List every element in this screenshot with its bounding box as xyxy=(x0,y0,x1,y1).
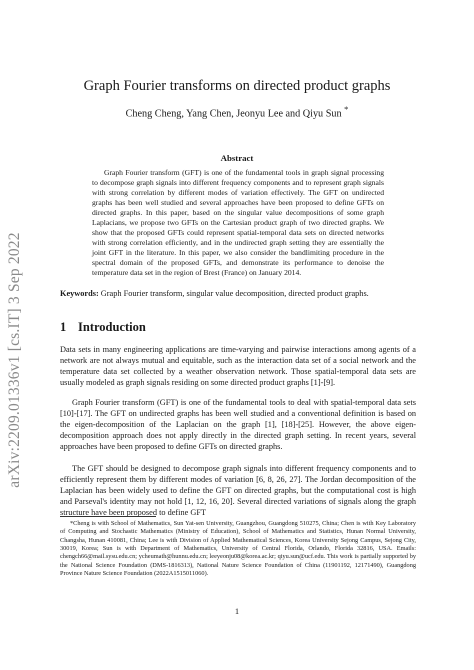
intro-paragraph: Graph Fourier transform (GFT) is one of the fundamental tools to deal with spatial-temporal data sets [10]-[17]. The GFT on undirected graphs has been well studied and a conventional definition is based on the eigen-decomposition of the Laplacian on the graph [1], [18]-[25]. However, the above eigen-decomposition approach does not apply directly in the directed graph setting. In recent years, several approaches have been proposed to define GFTs on directed graphs. xyxy=(60,398,416,451)
paper-title: Graph Fourier transforms on directed product graphs xyxy=(83,78,391,94)
section-number: 1 xyxy=(60,320,67,334)
author-line xyxy=(0,104,474,119)
footnote: *Cheng is with School of Mathematics, Sun Yat-sen University, Guangzhou, Guangdong 510275, China; Chen is with Key Laboratory of Computing and Stochastic Mathematics (Ministry of Education), School of Mathematics and Statistics, Hunan Normal University, Changsha, Hunan 410081, China; Lee is with Division of Applied Mathematical Sciences, Korea University Sejong Campus, Sejong City, 30019, Korea; Sun is with Department of Mathematics, University of Central Florida, Orlando, Florida 32816, USA. Emails: chengch66@mail.sysu.edu.cn; ycheumath@hunnu.edu.cn; leeyeonju08@korea.ac.kr; qiyu.sun@ucf.edu. This work is partially supported by the National Science Foundation (DMS-1816313), National Nature Science Foundation of China (11901192, 12171490), Guangdong Province Nature Science Foundation (2022A1515011060). xyxy=(60,520,416,578)
intro-paragraph: Data sets in many engineering applications are time-varying and pairwise interactions among agents of a network are not always mutual and equitable, such as the interaction data set of a social network and the temperature data set collected by a weather observation network. Those spatial-temporal data sets are usually modeled as graph signals residing on some directed product graphs [1]-[9]. xyxy=(60,345,416,387)
keywords-label: Keywords: xyxy=(60,289,99,298)
page-number: 1 xyxy=(234,606,240,616)
keywords-text: Graph Fourier transform, singular value decomposition, directed product graphs. xyxy=(100,289,369,298)
abstract-heading: Abstract xyxy=(220,153,254,163)
section-heading xyxy=(60,320,146,335)
arxiv-identifier-text: arXiv:2209.01336v1 [cs.IT] 3 Sep 2022 xyxy=(6,232,23,488)
author-names: Cheng Cheng, Yang Chen, Jeonyu Lee and Qiyu Sun xyxy=(125,108,342,120)
section-title: Introduction xyxy=(78,320,146,334)
footnote-rule xyxy=(60,516,156,517)
arxiv-identifier xyxy=(3,220,27,500)
intro-paragraph: The GFT should be designed to decompose graph signals into different frequency components and to efficiently represent them by different modes of variation [6, 8, 26, 27]. The Jordan decomposition of the Laplacian has been widely used to define the GFT on directed graphs, but the computational cost is high and Parseval's identity may not hold [1, 12, 16, 20]. Several directed variations of signals along the graph structure have been proposed to define GFT xyxy=(60,464,416,517)
abstract-text: Graph Fourier transform (GFT) is one of the fundamental tools in graph signal processing to decompose graph signals into different frequency components and to represent graph signals with strong correlation by different modes of variation effectively. The GFT on undirected graphs has been well studied and several approaches have been proposed to define GFTs on directed graphs. In this paper, based on the singular value decompositions of some graph Laplacians, we propose two GFTs on the Cartesian product graph of two directed graphs. We show that the proposed GFTs could represent spatial-temporal data sets on directed networks with strong correlation efficiently, and in the undirected graph setting they are essentially the joint GFT in the literature. In this paper, we also consider the bandlimiting procedure in the spectral domain of the proposed GFTs, and demonstrate its performance to denoise the temperature data set in the region of Brest (France) on January 2014. xyxy=(92,168,384,277)
keywords xyxy=(60,289,416,300)
author-footnote-mark: * xyxy=(344,104,349,114)
